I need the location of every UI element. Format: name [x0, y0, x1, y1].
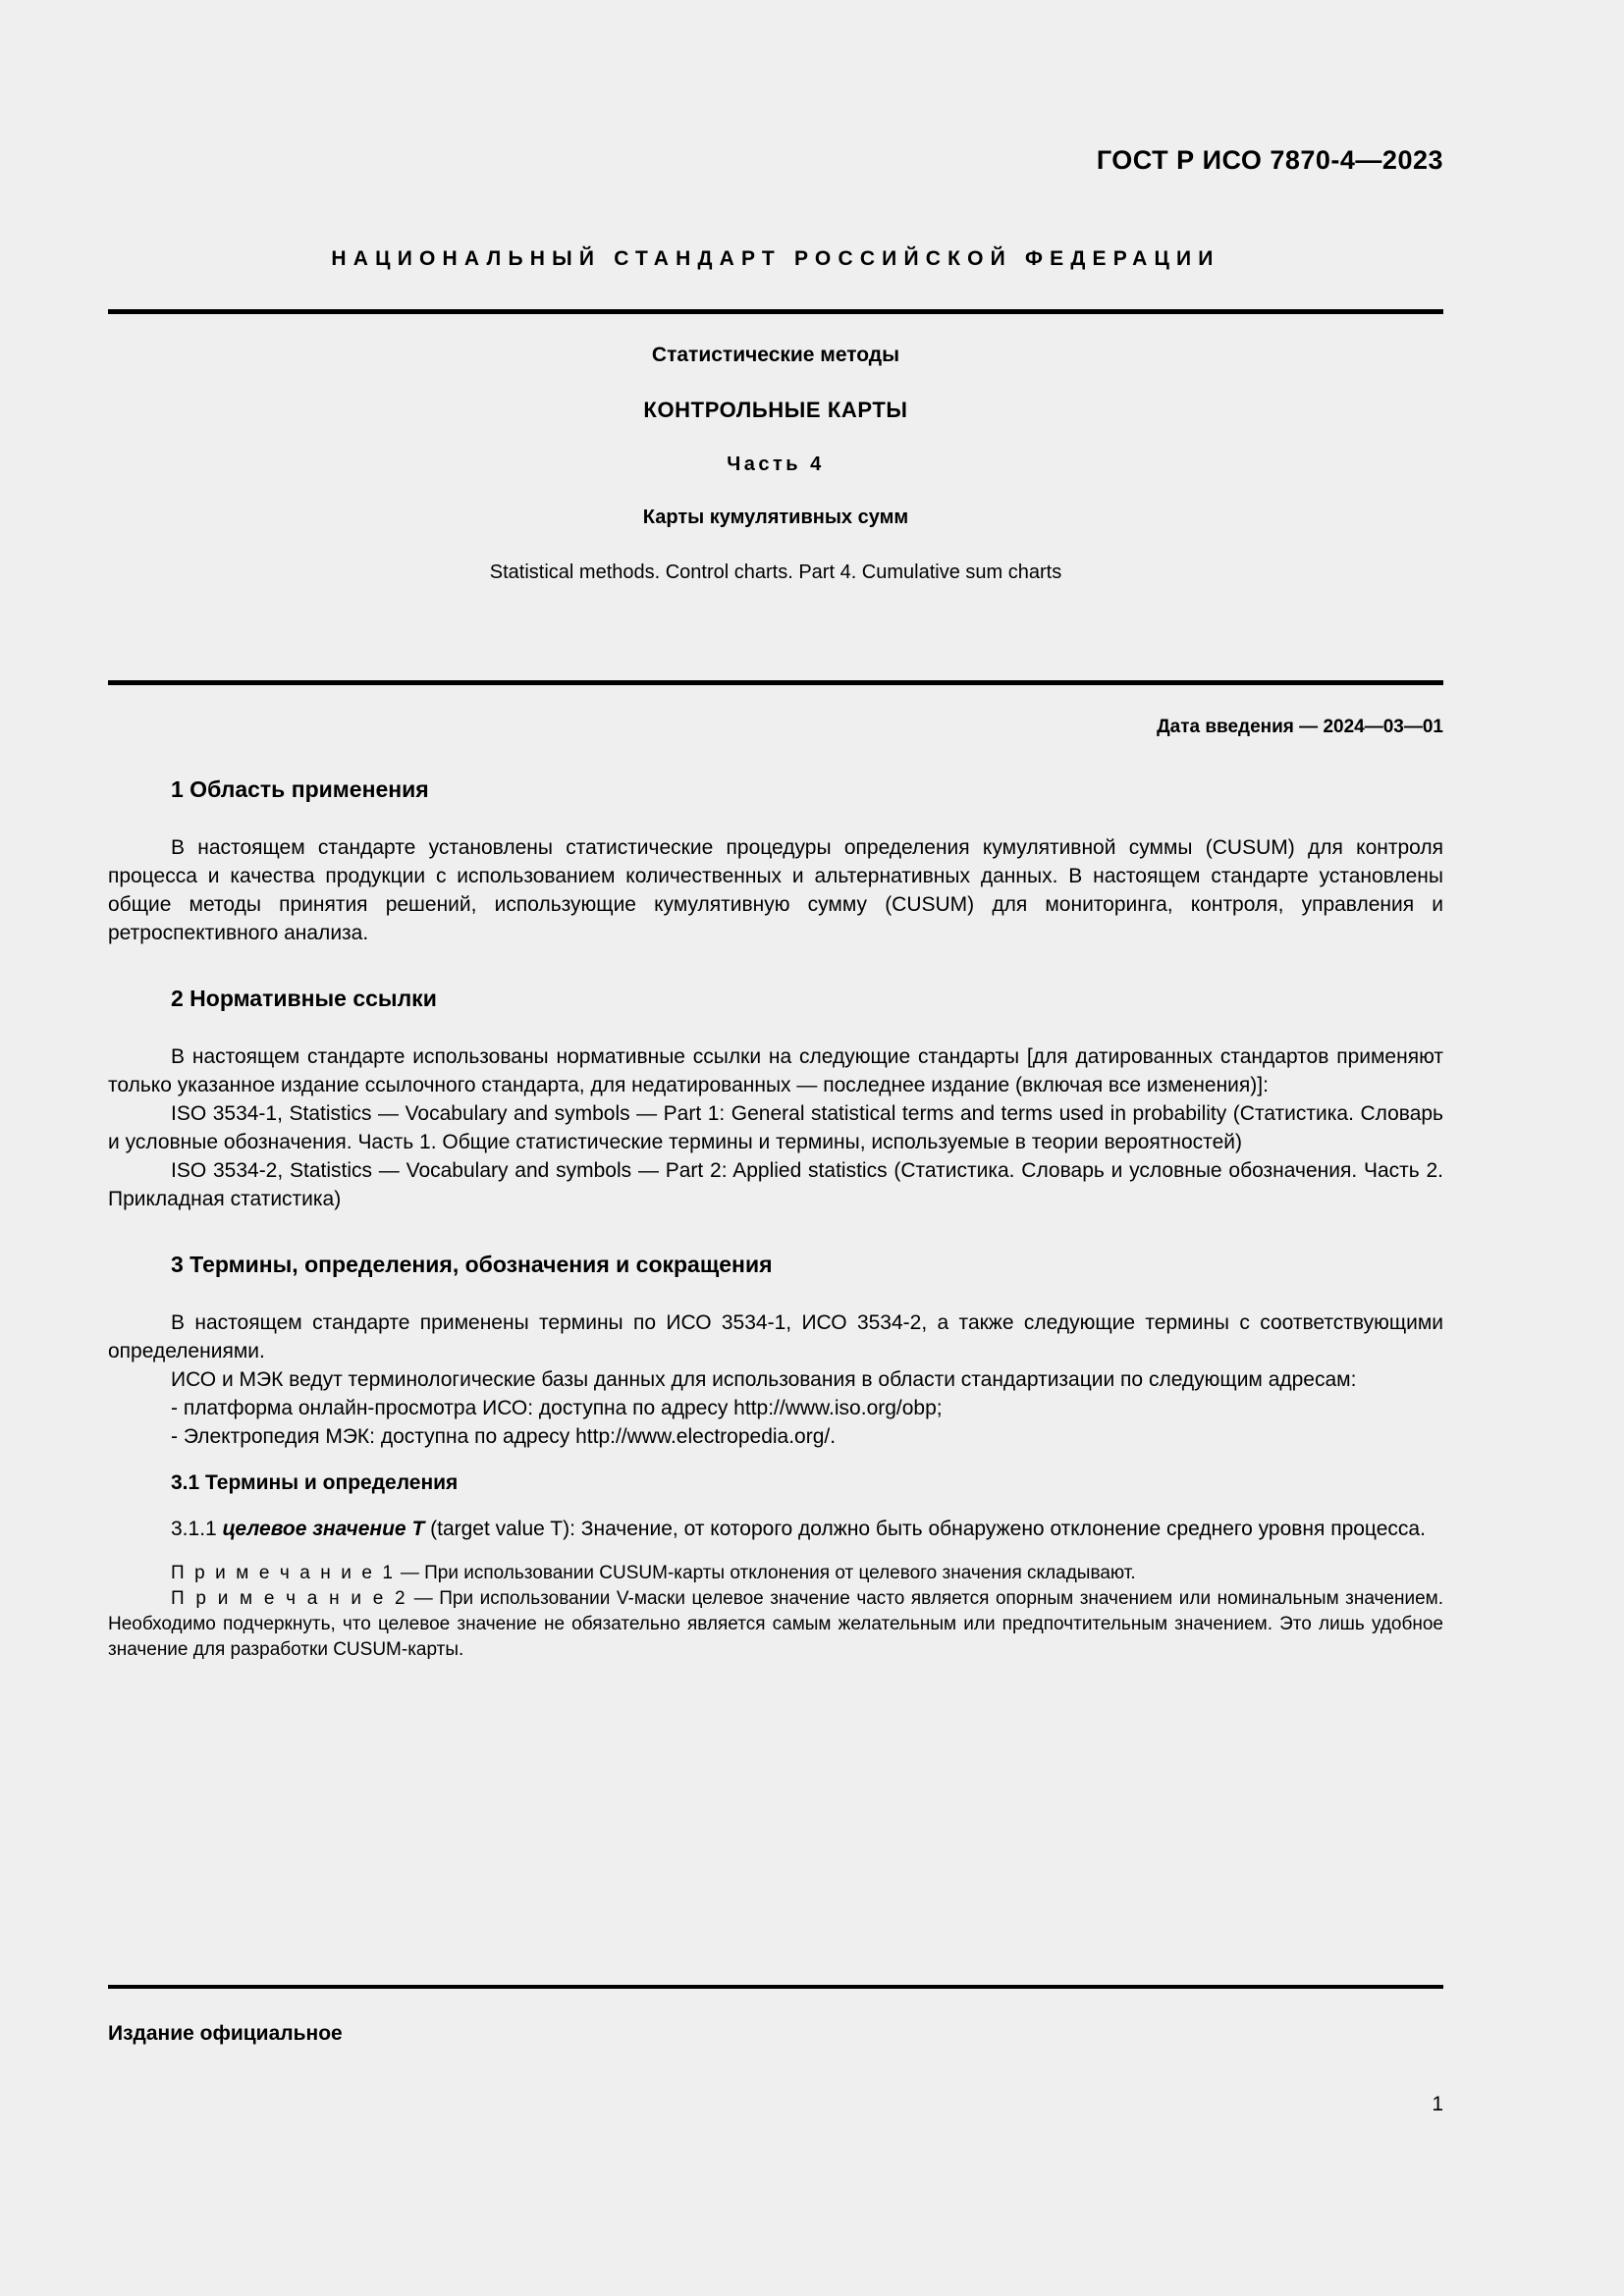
terms-bullet-2: - Электропедия МЭК: доступна по адресу http://www.electropedia.org/. — [171, 1425, 837, 1448]
definition-term: целевое значение T — [222, 1518, 425, 1540]
note-1-text: — При использовании CUSUM-карты отклонения от целевого значения складывают. — [395, 1563, 1136, 1583]
references-intro: В настоящем стандарте использованы нормативные ссылки на следующие стандарты [для датированных стандартов применяют только указанное издание ссылочного стандарта, для недатированных — последнее издание (включая все изменения)]: — [108, 1045, 1443, 1096]
national-standard-heading: НАЦИОНАЛЬНЫЙ СТАНДАРТ РОССИЙСКОЙ ФЕДЕРАЦИИ — [331, 247, 1220, 270]
subsection-heading-terms-definitions: 3.1 Термины и определения — [171, 1471, 459, 1494]
reference-item-1: ISO 3534-1, Statistics — Vocabulary and symbols — Part 1: General statistical terms and terms used in probability (Статистика. Словарь и условные обозначения. Часть 1. Общие статистические термины и термины, используемые в теории вероятностей) — [108, 1102, 1443, 1153]
note-2-label: П р и м е ч а н и е 2 — [171, 1588, 408, 1609]
definition-3-1-1 — [108, 1515, 1443, 1543]
divider-top — [108, 309, 1443, 314]
official-edition-label: Издание официальное — [108, 2022, 343, 2045]
definition-tail: ): Значение, от которого должно быть обнаружено отклонение среднего уровня процесса. — [563, 1518, 1426, 1540]
title-english: Statistical methods. Control charts. Part 4. Cumulative sum charts — [489, 561, 1062, 583]
terms-paragraph-2: ИСО и МЭК ведут терминологические базы данных для использования в области стандартизации по следующим адресам: — [171, 1368, 1357, 1391]
terms-paragraph-1: В настоящем стандарте применены термины по ИСО 3534-1, ИСО 3534-2, а также следующие термины с соответствующими определениями. — [108, 1311, 1443, 1362]
note-2 — [108, 1586, 1443, 1663]
definition-english: (target value T — [424, 1518, 564, 1540]
scope-paragraph: В настоящем стандарте установлены статистические процедуры определения кумулятивной суммы (CUSUM) для контроля процесса и качества продукции с использованием количественных и альтернативных данных. В настоящем стандарте установлены общие методы принятия решений, использующие кумулятивную сумму (CUSUM) для мониторинга, контроля, управления и ретроспективного анализа. — [108, 836, 1443, 944]
footer-divider — [108, 1985, 1443, 1989]
title-part-name: Карты кумулятивных сумм — [642, 507, 909, 528]
reference-item-2: ISO 3534-2, Statistics — Vocabulary and symbols — Part 2: Applied statistics (Статистика. Словарь и условные обозначения. Часть 2. Прикладная статистика) — [108, 1159, 1443, 1210]
section-heading-scope: 1 Область применения — [171, 776, 429, 802]
section-heading-references: 2 Нормативные ссылки — [171, 986, 437, 1011]
section-heading-terms: 3 Термины, определения, обозначения и сокращения — [171, 1252, 773, 1277]
note-1 — [108, 1561, 1443, 1586]
divider-bottom — [108, 680, 1443, 685]
title-part: Часть 4 — [727, 454, 825, 475]
page-number: 1 — [1432, 2093, 1443, 2115]
introduction-date: Дата введения — 2024—03—01 — [1157, 717, 1443, 737]
terms-bullet-1: - платформа онлайн-просмотра ИСО: доступна по адресу http://www.iso.org/obp; — [171, 1397, 943, 1419]
document-code: ГОСТ Р ИСО 7870-4—2023 — [1096, 145, 1443, 175]
page-content — [108, 0, 1443, 2296]
definition-number: 3.1.1 — [171, 1518, 223, 1540]
note-2-text: — При использовании V-маски целевое значение часто является опорным значением или номинальным значением. Необходимо подчеркнуть, что целевое значение не обязательно является самым желательным или предпочтительным значением. Это лишь удобное значение для разработки CUSUM-карты. — [108, 1588, 1444, 1660]
title-subject: Статистические методы — [651, 344, 900, 366]
note-1-label: П р и м е ч а н и е 1 — [171, 1563, 396, 1583]
title-block — [108, 344, 1443, 584]
title-main: КОНТРОЛЬНЫЕ КАРТЫ — [643, 398, 908, 422]
body-content — [108, 775, 1443, 1663]
